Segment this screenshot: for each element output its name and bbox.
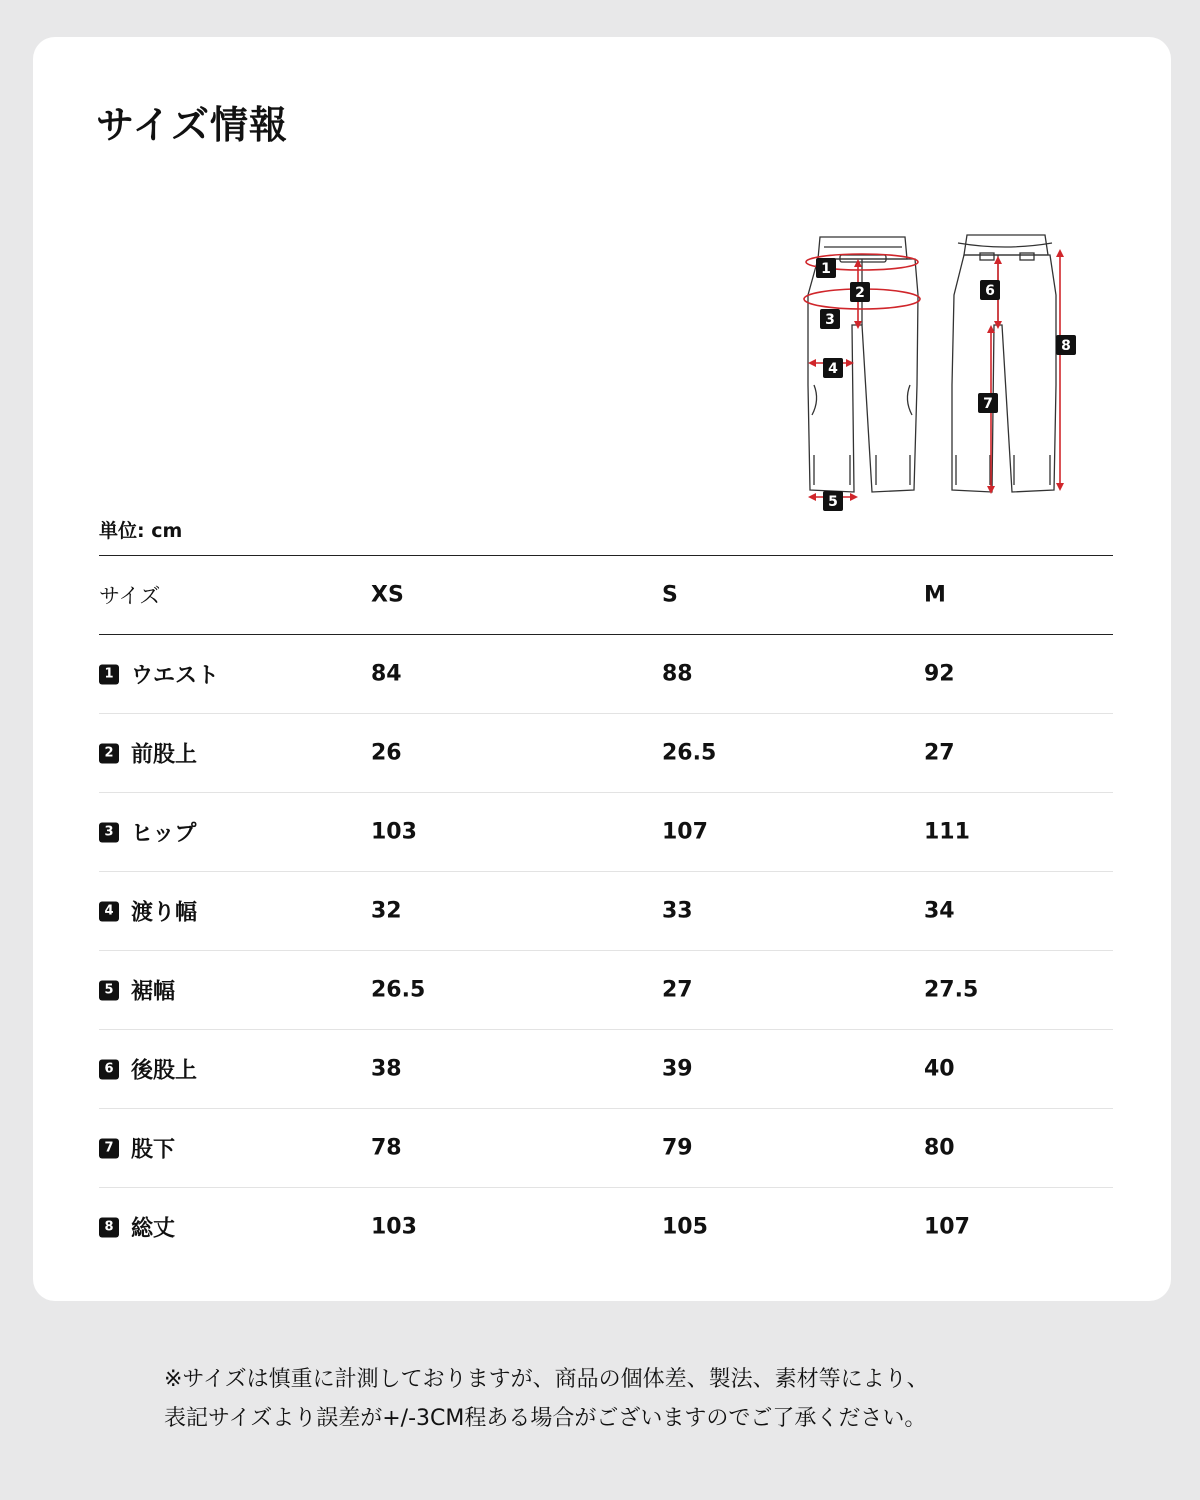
- marker-5: [823, 491, 843, 511]
- note-line-1: ※サイズは慎重に計測しておりますが、商品の個体差、製法、素材等により、: [164, 1367, 929, 1392]
- value-s: 88: [662, 661, 693, 687]
- marker-3: [820, 309, 840, 329]
- header-size-s: S: [662, 582, 678, 608]
- svg-text:6: 6: [985, 283, 995, 299]
- row-label: ウエスト: [131, 663, 220, 689]
- svg-text:7: 7: [983, 396, 993, 412]
- size-disclaimer-note: [164, 1360, 1064, 1438]
- marker-4: [823, 358, 843, 378]
- unit-label: 単位: cm: [99, 520, 183, 542]
- value-xs: 103: [371, 819, 417, 845]
- svg-text:4: 4: [828, 361, 838, 377]
- value-s: 27: [662, 977, 693, 1003]
- row-number-badge: 7: [99, 1138, 119, 1158]
- row-number-badge: 3: [99, 822, 119, 842]
- value-s: 33: [662, 898, 693, 924]
- value-m: 107: [924, 1214, 970, 1240]
- table-header-row: [99, 555, 1113, 635]
- row-number-badge: 1: [99, 664, 119, 684]
- value-s: 107: [662, 819, 708, 845]
- value-xs: 78: [371, 1135, 402, 1161]
- row-label: 股下: [131, 1137, 176, 1163]
- header-size-label: サイズ: [99, 584, 161, 608]
- row-label: 総丈: [131, 1216, 176, 1242]
- value-s: 79: [662, 1135, 693, 1161]
- table-row: [99, 1109, 1113, 1188]
- marker-2: [850, 282, 870, 302]
- row-label: ヒップ: [131, 821, 197, 847]
- row-number-badge: 4: [99, 901, 119, 921]
- table-row: [99, 635, 1113, 714]
- value-xs: 32: [371, 898, 402, 924]
- header-size-xs: XS: [371, 582, 404, 608]
- table-row: [99, 714, 1113, 793]
- note-line-2: 表記サイズより誤差が+/-3CM程ある場合がございますのでご了承ください。: [164, 1406, 927, 1431]
- svg-text:3: 3: [825, 312, 835, 328]
- row-label: 裾幅: [131, 979, 176, 1005]
- value-m: 80: [924, 1135, 955, 1161]
- row-number-badge: 5: [99, 980, 119, 1000]
- row-number-badge: 6: [99, 1059, 119, 1079]
- marker-6: [980, 280, 1000, 300]
- marker-1: [816, 258, 836, 278]
- svg-text:5: 5: [828, 494, 838, 510]
- row-number-badge: 8: [99, 1217, 119, 1237]
- back-pants-icon: [952, 235, 1056, 492]
- value-xs: 26: [371, 740, 402, 766]
- value-m: 27: [924, 740, 955, 766]
- row-label: 後股上: [131, 1058, 198, 1084]
- pants-measurement-diagram: [790, 225, 1090, 525]
- page-title: サイズ情報: [96, 103, 288, 147]
- marker-7: [978, 393, 998, 413]
- value-xs: 26.5: [371, 977, 426, 1003]
- table-row: [99, 793, 1113, 872]
- value-s: 39: [662, 1056, 693, 1082]
- value-m: 111: [924, 819, 970, 845]
- value-xs: 84: [371, 661, 402, 687]
- svg-text:8: 8: [1061, 338, 1071, 354]
- value-s: 26.5: [662, 740, 717, 766]
- row-number-badge: 2: [99, 743, 119, 763]
- table-row: [99, 1030, 1113, 1109]
- table-row: [99, 1188, 1113, 1266]
- value-xs: 103: [371, 1214, 417, 1240]
- table-row: [99, 872, 1113, 951]
- marker-8: [1056, 335, 1076, 355]
- header-size-m: M: [924, 582, 946, 608]
- row-label: 渡り幅: [131, 900, 198, 926]
- value-xs: 38: [371, 1056, 402, 1082]
- value-s: 105: [662, 1214, 708, 1240]
- svg-text:1: 1: [821, 261, 831, 277]
- value-m: 92: [924, 661, 955, 687]
- row-label: 前股上: [131, 742, 198, 768]
- table-row: [99, 951, 1113, 1030]
- value-m: 34: [924, 898, 955, 924]
- size-table: [99, 555, 1113, 1266]
- value-m: 27.5: [924, 977, 979, 1003]
- svg-text:2: 2: [855, 285, 865, 301]
- value-m: 40: [924, 1056, 955, 1082]
